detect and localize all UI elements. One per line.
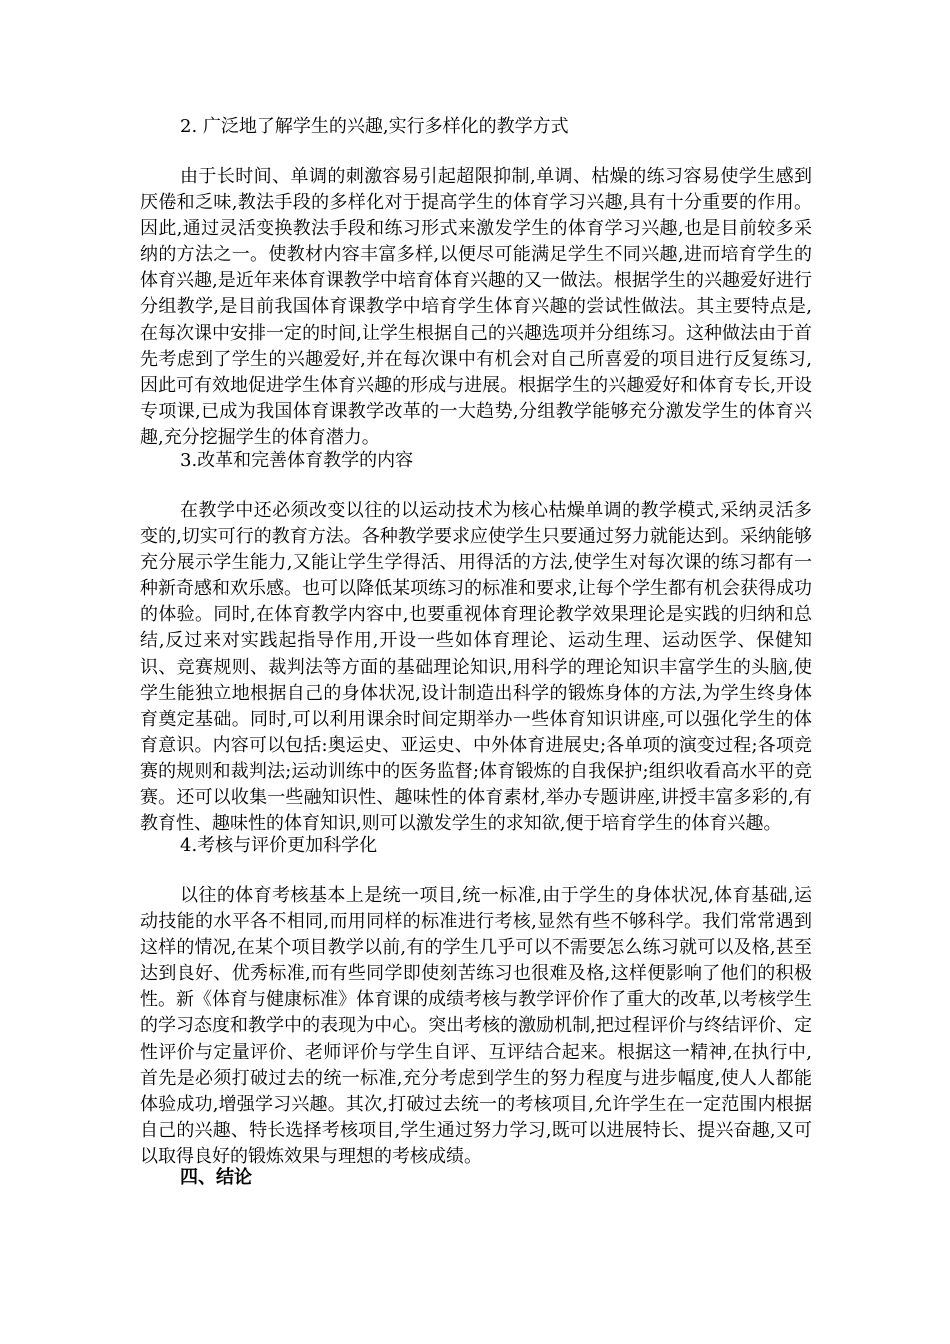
paragraph-3: 在教学中还必须改变以往的以运动技术为核心枯燥单调的教学模式,采纳灵活多变的,切实可行的教育方法。各种教学要求应使学生只要通过努力就能达到。采纳能够充分展示学生能力,又能让学生学得活、用得活的方法,使学生对每次课的练习都有一种新奇感和欢乐感。也可以降低某项练习的标准和要求,让每个学生都有机会获得成功的体验。同时,在体育教学内容中,也要重视体育理论教学效果理论是实践的归纳和总结,反过来对实践起指导作用,开设一些如体育理论、运动生理、运动医学、保健知识、竞赛规则、裁判法等方面的基础理论知识,用科学的理论知识丰富学生的头脑,使学生能独立地根据自己的身体状况,设计制造出科学的锻炼身体的方法,为学生终身体育奠定基础。同时,可以利用课余时间定期举办一些体育知识讲座,可以强化学生的体育意识。内容可以包括:奥运史、亚运史、中外体育进展史;各单项的演变过程;各项竞赛的规则和裁判法;运动训练中的医务监督;体育锻炼的自我保护;组织收看高水平的竞赛。还可以收集一些融知识性、趣味性的体育素材,举办专题讲座,讲授丰富多彩的,有教育性、趣味性的体育知识,则可以激发学生的求知欲,便于培育学生的体育兴趣。: [140, 500, 812, 835]
paragraph-4: 以往的体育考核基本上是统一项目,统一标准,由于学生的身体状况,体育基础,运动技能的水平各不相同,而用同样的标准进行考核,显然有些不够科学。我们常常遇到这样的情况,在某个项目教学以前,有的学生几乎可以不需要怎么练习就可以及格,甚至达到良好、优秀标准,而有些同学即使刻苦练习也很难及格,这样便影响了他们的积极性。新《体育与健康标准》体育课的成绩考核与教学评价作了重大的改革,以考核学生的学习态度和教学中的表现为中心。突出考核的激励机制,把过程评价与终结评价、定性评价与定量评价、老师评价与学生自评、互评结合起来。根据这一精神,在执行中,首先是必须打破过去的统一标准,充分考虑到学生的努力程度与进步幅度,使人人都能体验成功,增强学习兴趣。其次,打破过去统一的考核项目,允许学生在一定范围内根据自己的兴趣、特长选择考核项目,学生通过努力学习,既可以进展特长、提兴奋趣,又可以取得良好的锻炼效果与理想的考核成绩。: [140, 885, 812, 1167]
section-heading-conclusion: 四、结论: [180, 1167, 252, 1188]
subheading-3: 3.改革和完善体育教学的内容: [180, 450, 414, 471]
subheading-4: 4.考核与评价更加科学化: [180, 835, 378, 856]
paragraph-2: 由于长时间、单调的刺激容易引起超限抑制,单调、枯燥的练习容易使学生感到厌倦和乏味,教法手段的多样化对于提高学生的体育学习兴趣,具有十分重要的作用。因此,通过灵活变换教法手段和练习形式来激发学生的体育学习兴趣,也是目前较多采纳的方法之一。使教材内容丰富多样,以便尽可能满足学生不同兴趣,进而培育学生的体育兴趣,是近年来体育课教学中培育体育兴趣的又一做法。根据学生的兴趣爱好进行分组教学,是目前我国体育课教学中培育学生体育兴趣的尝试性做法。其主要特点是,在每次课中安排一定的时间,让学生根据自己的兴趣选项并分组练习。这种做法由于首先考虑到了学生的兴趣爱好,并在每次课中有机会对自己所喜爱的项目进行反复练习,因此可有效地促进学生体育兴趣的形成与进展。根据学生的兴趣爱好和体育专长,开设专项课,已成为我国体育课教学改革的一大趋势,分组教学能够充分激发学生的体育兴趣,充分挖掘学生的体育潜力。: [140, 166, 812, 448]
subheading-2: 2. 广泛地了解学生的兴趣,实行多样化的教学方式: [180, 116, 569, 137]
